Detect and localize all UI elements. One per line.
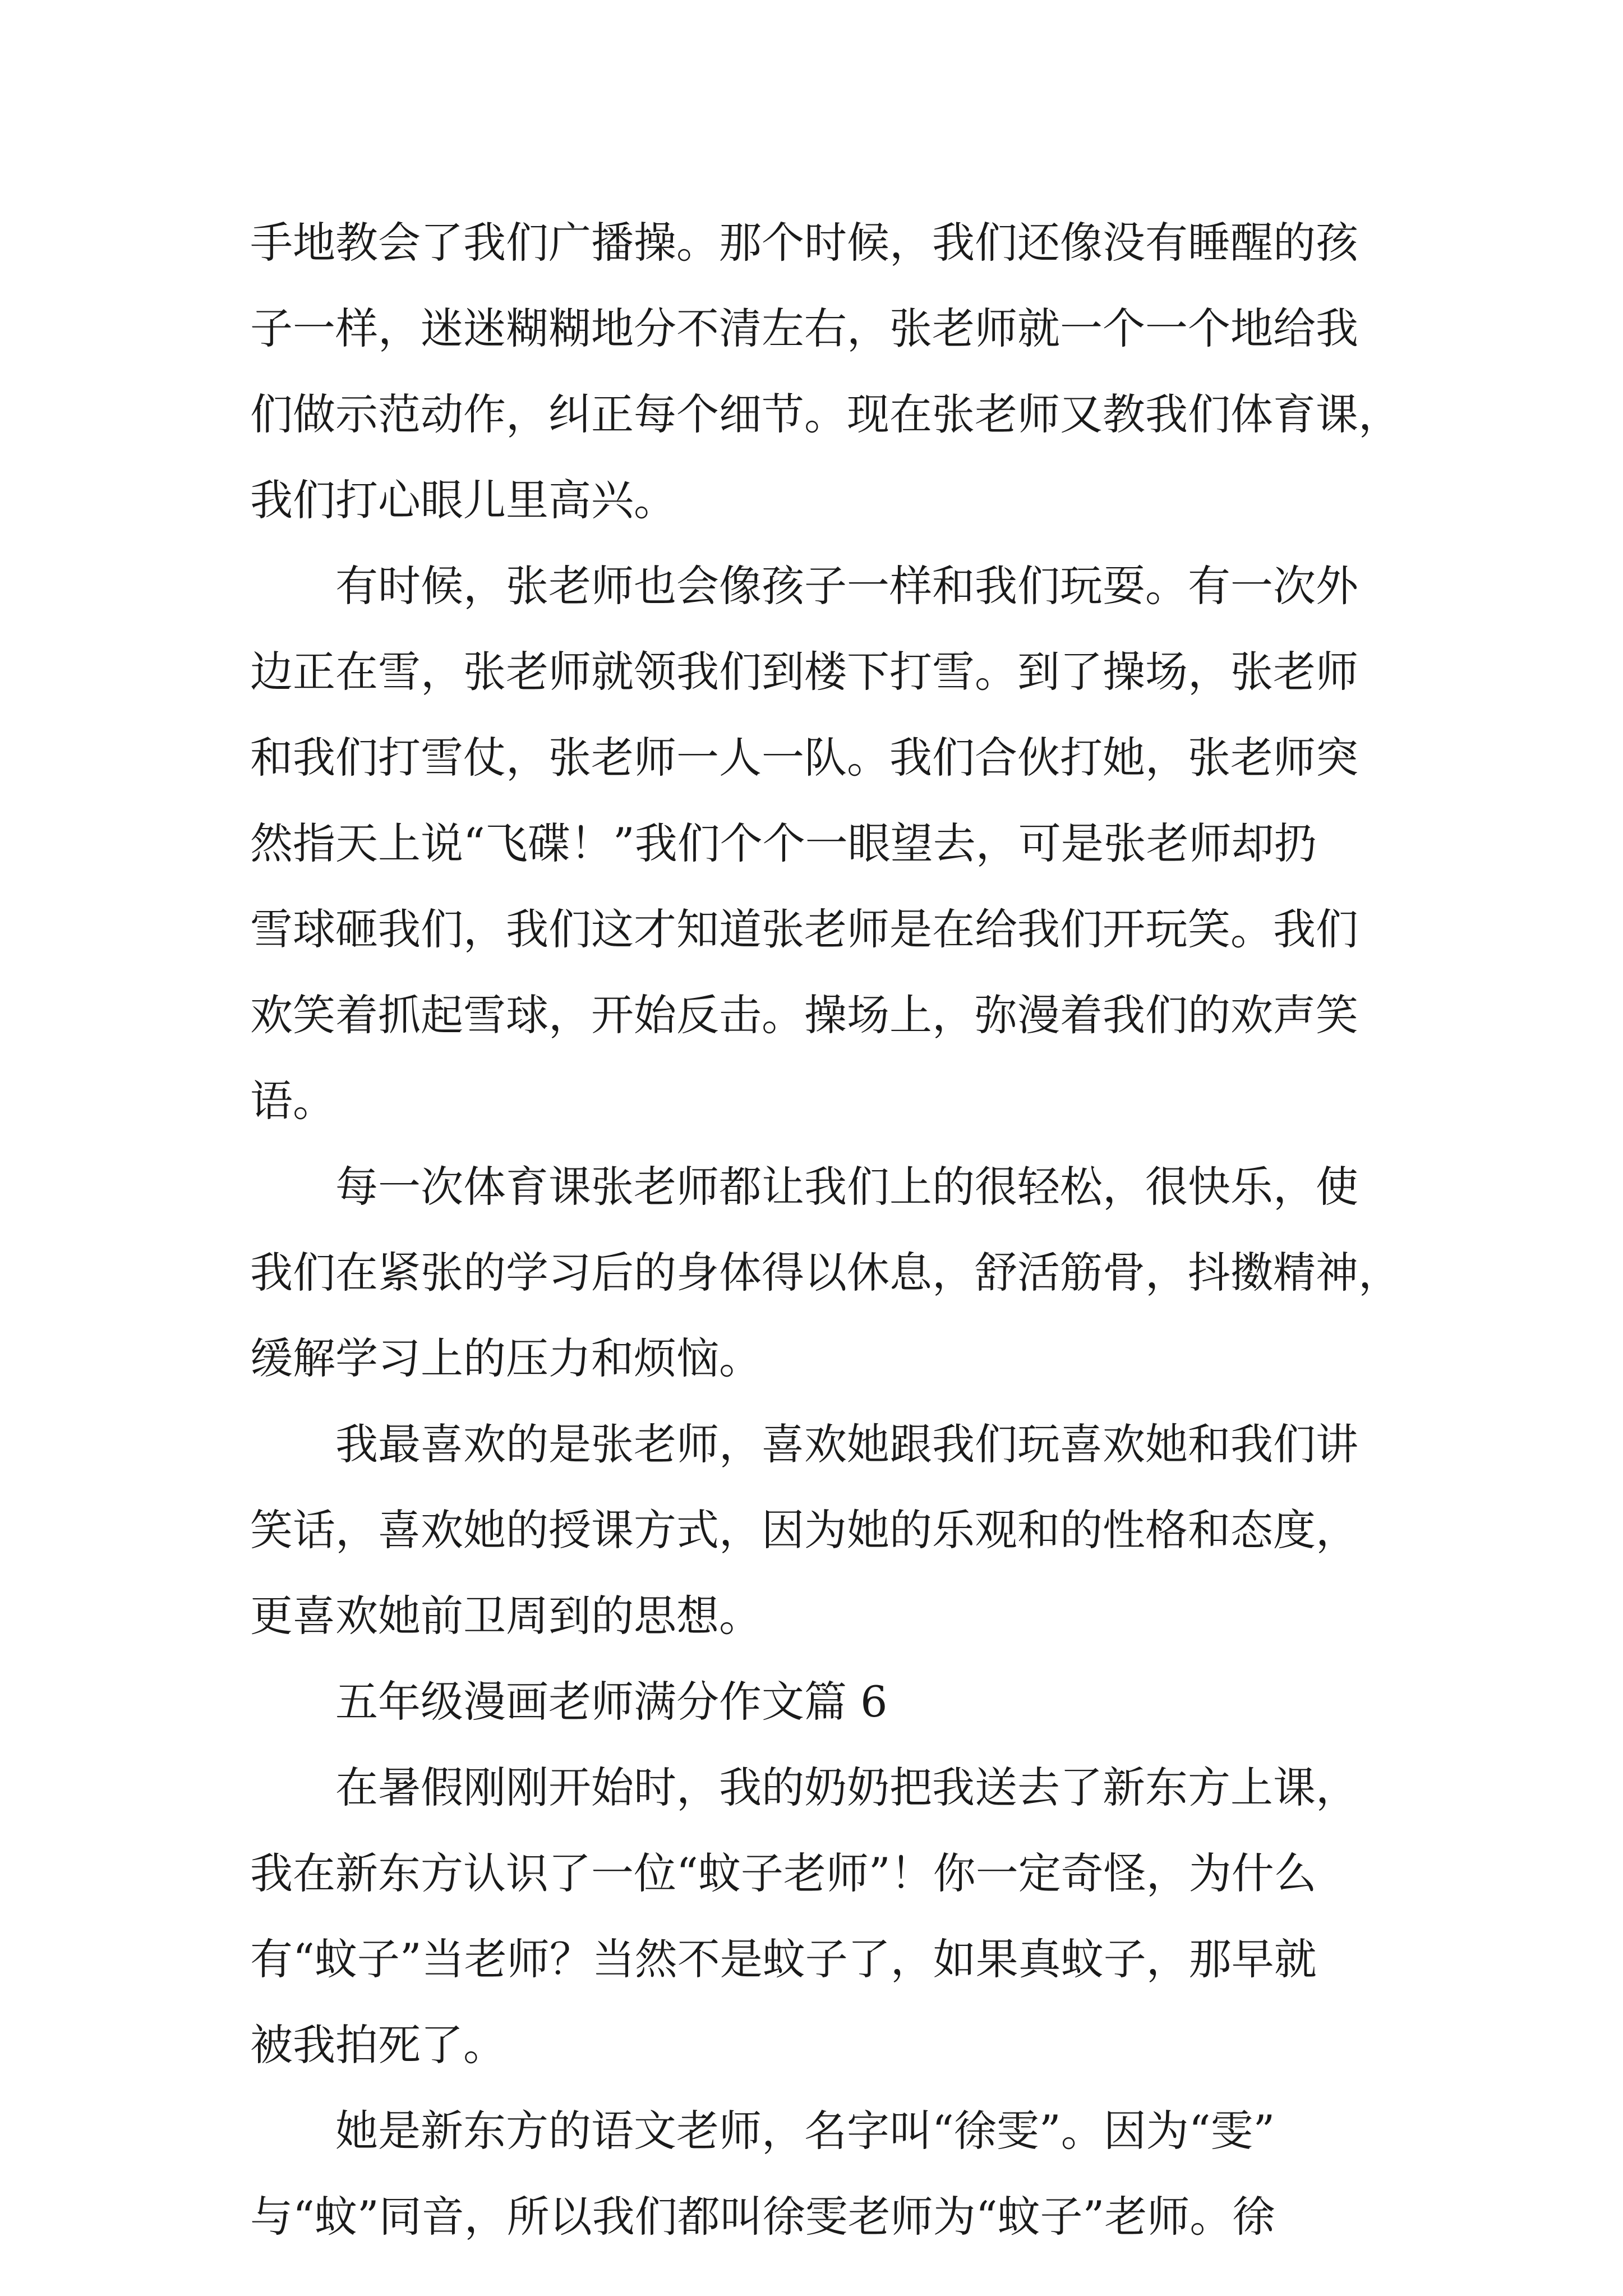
text-line: 与“蚊”同音，所以我们都叫徐雯老师为“蚊子”老师。徐: [250, 2192, 1275, 2242]
text-line: 我们在紧张的学习后的身体得以休息，舒活筋骨，抖擞精神，: [250, 1248, 1401, 1297]
text-line: 们做示范动作，纠正每个细节。现在张老师又教我们体育课，: [250, 389, 1401, 439]
text-line: 更喜欢她前卫周到的思想。: [250, 1591, 762, 1641]
text-line: 和我们打雪仗，张老师一人一队。我们合伙打她，张老师突: [250, 733, 1358, 783]
text-line: 每一次体育课张老师都让我们上的很轻松，很快乐，使: [250, 1162, 1358, 1212]
text-line: 有“蚊子”当老师？当然不是蚊子了，如果真蚊子，那早就: [250, 1934, 1317, 1984]
text-line: 欢笑着抓起雪球，开始反击。操场上，弥漫着我们的欢声笑: [250, 990, 1358, 1040]
text-line: 她是新东方的语文老师，名字叫“徐雯”。因为“雯”: [250, 2106, 1275, 2156]
text-line: 手地教会了我们广播操。那个时候，我们还像没有睡醒的孩: [250, 218, 1358, 268]
text-line: 边正在雪，张老师就领我们到楼下打雪。到了操场，张老师: [250, 647, 1358, 697]
text-line: 雪球砸我们，我们这才知道张老师是在给我们开玩笑。我们: [250, 904, 1358, 954]
text-line: 被我拍死了。: [250, 2020, 506, 2070]
text-line: 我在新东方认识了一位“蚊子老师”！你一定奇怪，为什么: [250, 1848, 1317, 1898]
text-line: 然指天上说“飞碟！”我们个个一眼望去，可是张老师却扔: [250, 818, 1317, 868]
text-line: 在暑假刚刚开始时，我的奶奶把我送去了新东方上课，: [250, 1763, 1358, 1812]
text-line: 语。: [250, 1076, 335, 1126]
text-line: 笑话，喜欢她的授课方式，因为她的乐观和的性格和态度，: [250, 1505, 1358, 1555]
text-line: 子一样，迷迷糊糊地分不清左右，张老师就一个一个地给我: [250, 303, 1358, 353]
section-heading: 五年级漫画老师满分作文篇 6: [250, 1677, 888, 1727]
text-line: 缓解学习上的压力和烦恼。: [250, 1333, 762, 1383]
text-line: 有时候，张老师也会像孩子一样和我们玩耍。有一次外: [250, 561, 1358, 611]
document-body: [250, 200, 1401, 2260]
text-line: 我们打心眼儿里高兴。: [250, 475, 676, 525]
text-line: 我最喜欢的是张老师，喜欢她跟我们玩喜欢她和我们讲: [250, 1419, 1358, 1469]
